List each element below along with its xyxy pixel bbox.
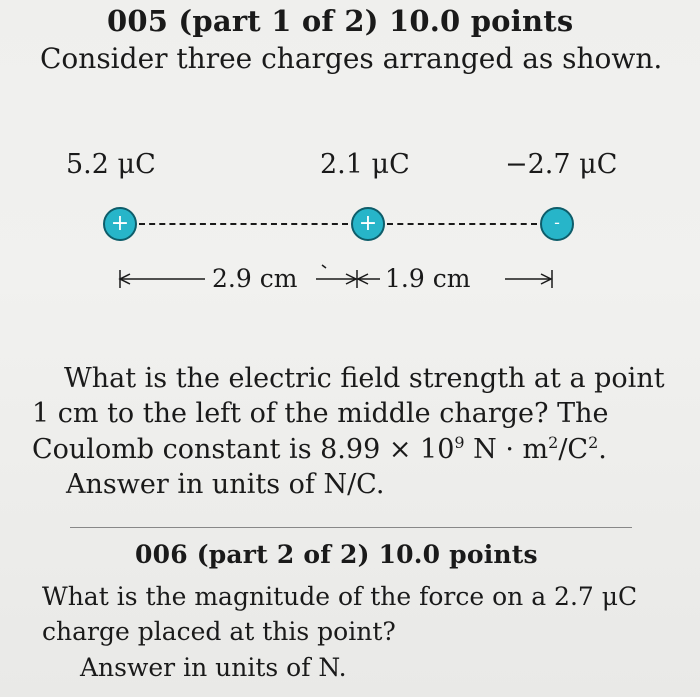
- negative-charge-icon: -: [540, 207, 574, 241]
- q005-intro: Consider three charges arranged as shown.: [40, 42, 663, 75]
- q005-header: 005 (part 1 of 2) 10.0 points: [107, 4, 574, 38]
- dimension-arrows: [110, 262, 580, 302]
- positive-charge-icon: +: [103, 207, 137, 241]
- q006-answer-units: Answer in units of N.: [80, 653, 347, 682]
- charge-label-3: −2.7 μC: [505, 149, 618, 180]
- charge-label-2: 2.1 μC: [320, 149, 410, 180]
- q005-answer-units: Answer in units of N/C.: [66, 469, 385, 500]
- q006-line1: What is the magnitude of the force on a 2.7 μC: [42, 582, 638, 611]
- section-divider: [70, 527, 632, 528]
- charge-label-1: 5.2 μC: [66, 149, 156, 180]
- q006-header: 006 (part 2 of 2) 10.0 points: [135, 540, 538, 569]
- distance-left-label: 2.9 cm: [212, 264, 298, 293]
- positive-charge-icon: +: [351, 207, 385, 241]
- q005-line3: Coulomb constant is $8.99 \times 10^9$ $N \cdot m^2/C^2$.: [32, 433, 607, 465]
- dashed-line-right: [387, 223, 537, 225]
- q005-line1: What is the electric field strength at a point: [64, 363, 665, 394]
- q006-line2: charge placed at this point?: [42, 617, 396, 646]
- dashed-line-left: [139, 223, 348, 225]
- q005-line2: 1 cm to the left of the middle charge? The: [32, 398, 609, 429]
- distance-right-label: 1.9 cm: [385, 264, 471, 293]
